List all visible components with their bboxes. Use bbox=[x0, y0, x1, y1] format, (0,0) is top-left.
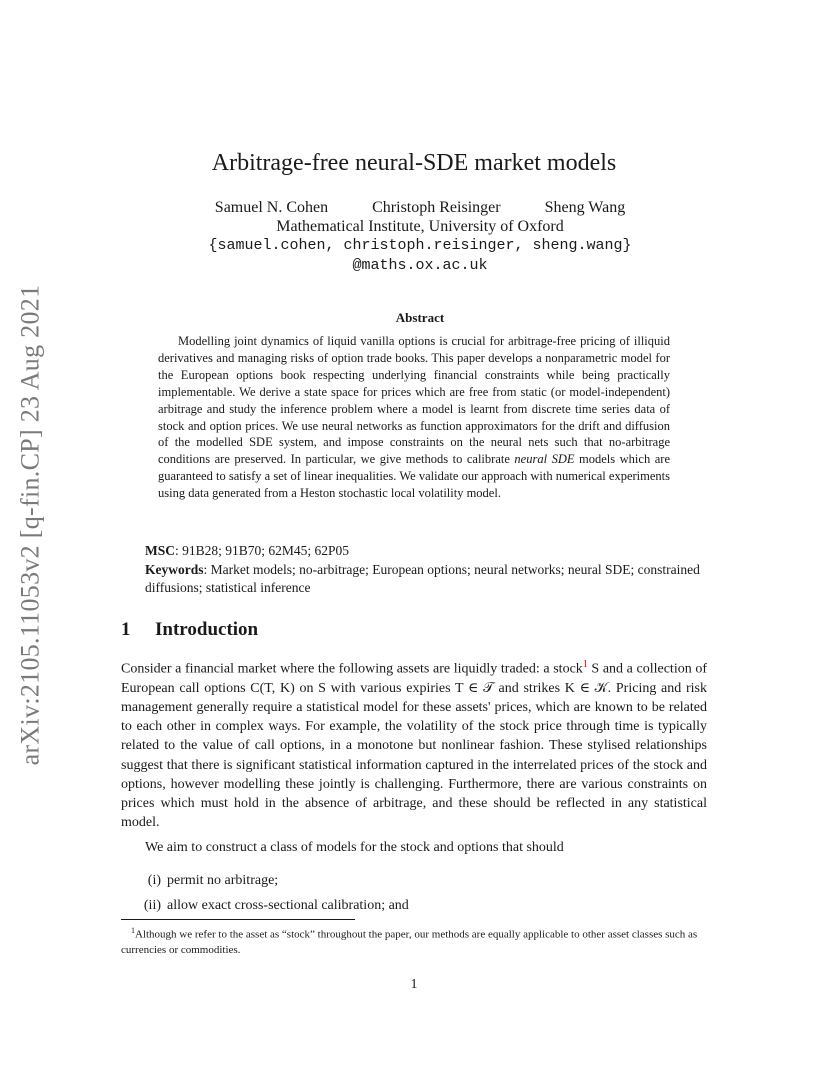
footnote-link[interactable]: 1 bbox=[582, 659, 588, 670]
list-item-label: (ii) bbox=[143, 898, 161, 913]
paragraph-text: S and a collection of European call options C(T, K) on S with various expiries T ∈ 𝒯 and strikes K ∈ 𝒦. Pricing and risk management generally require a statistical model for these assets' prices, which are known to be related to each other in complex ways. For example, the volatility of the stock price through time is typically related to the value of call options, in a monotone but nonlinear fashion. These stylised relationships suggest that there is significant statistical information captured in the interrelated prices of the stock and options, however modelling these jointly is challenging. Furthermore, there are various constraints on prices which must hold in the absence of arbitrage, and these should be reflected in any statistical model. bbox=[121, 661, 707, 831]
footnote-mark: 1 bbox=[131, 926, 135, 935]
list-item bbox=[133, 893, 409, 918]
author-list bbox=[0, 199, 828, 217]
arxiv-stamp bbox=[12, 275, 48, 775]
author-email-domain: @maths.ox.ac.uk bbox=[352, 257, 488, 274]
author-name: Samuel N. Cohen bbox=[214, 199, 329, 216]
author-name: Christoph Reisinger bbox=[372, 199, 501, 216]
keywords-label: Keywords bbox=[145, 561, 204, 577]
intro-paragraph bbox=[121, 655, 707, 832]
affiliation: Mathematical Institute, University of Oxford bbox=[276, 218, 564, 235]
paper-metadata bbox=[145, 542, 700, 598]
section-heading bbox=[121, 619, 258, 641]
abstract-italic: neural SDE bbox=[514, 452, 575, 467]
footnote bbox=[121, 923, 707, 959]
footnote-text: Although we refer to the asset as “stock” throughout the paper, our methods are equally applicable to other asset classes such as currencies or commodities. bbox=[121, 928, 698, 957]
paragraph-text: Consider a financial market where the following assets are liquidly traded: a stock bbox=[121, 661, 583, 677]
list-item-label: (i) bbox=[147, 873, 161, 888]
msc-label: MSC bbox=[145, 543, 175, 558]
list-item-text: allow exact cross-sectional calibration; and bbox=[167, 898, 409, 913]
keywords-value: : Market models; no-arbitrage; European options; neural networks; neural SDE; constrained diffusions; statistical inference bbox=[145, 561, 700, 595]
section-title: Introduction bbox=[155, 619, 259, 640]
abstract-text-part: models which are guaranteed to satisfy a set of linear inequalities. We validate our approach with numerical experiments using data generated from a Heston stochastic local volatility model. bbox=[158, 452, 670, 501]
list-item bbox=[133, 868, 409, 893]
keywords-line bbox=[145, 561, 700, 598]
msc-value: : 91B28; 91B70; 62M45; 62P05 bbox=[175, 543, 350, 558]
section-number: 1 bbox=[121, 619, 131, 640]
abstract-heading: Abstract bbox=[395, 310, 445, 325]
author-emails: {samuel.cohen, christoph.reisinger, sheng.wang} bbox=[208, 237, 632, 254]
abstract-text bbox=[158, 333, 670, 502]
enumerated-list bbox=[133, 868, 409, 918]
footnote-divider bbox=[121, 919, 355, 920]
second-paragraph: We aim to construct a class of models for the stock and options that should bbox=[145, 840, 564, 855]
arxiv-identifier: arXiv:2105.11053v2 [q-fin.CP] 23 Aug 2021 bbox=[15, 284, 45, 766]
msc-line bbox=[145, 542, 700, 561]
list-item-text: permit no arbitrage; bbox=[167, 873, 279, 888]
abstract-text-part: Modelling joint dynamics of liquid vanilla options is crucial for arbitrage-free pricing of illiquid derivatives and managing risks of option trade books. This paper develops a nonparametric model for the European options book respecting underlying financial constraints while being practically implementable. We derive a state space for prices which are free from static (or model-independent) arbitrage and study the inference problem where a model is learnt from discrete time series data of stock and option prices. We use neural networks as function approximators for the drift and diffusion of the modelled SDE system, and impose constraints on the neural nets such that no-arbitrage conditions are preserved. In particular, we give methods to calibrate bbox=[158, 334, 670, 467]
author-name: Sheng Wang bbox=[544, 199, 626, 216]
paper-title: Arbitrage-free neural-SDE market models bbox=[211, 150, 617, 176]
page-number: 1 bbox=[410, 977, 418, 992]
